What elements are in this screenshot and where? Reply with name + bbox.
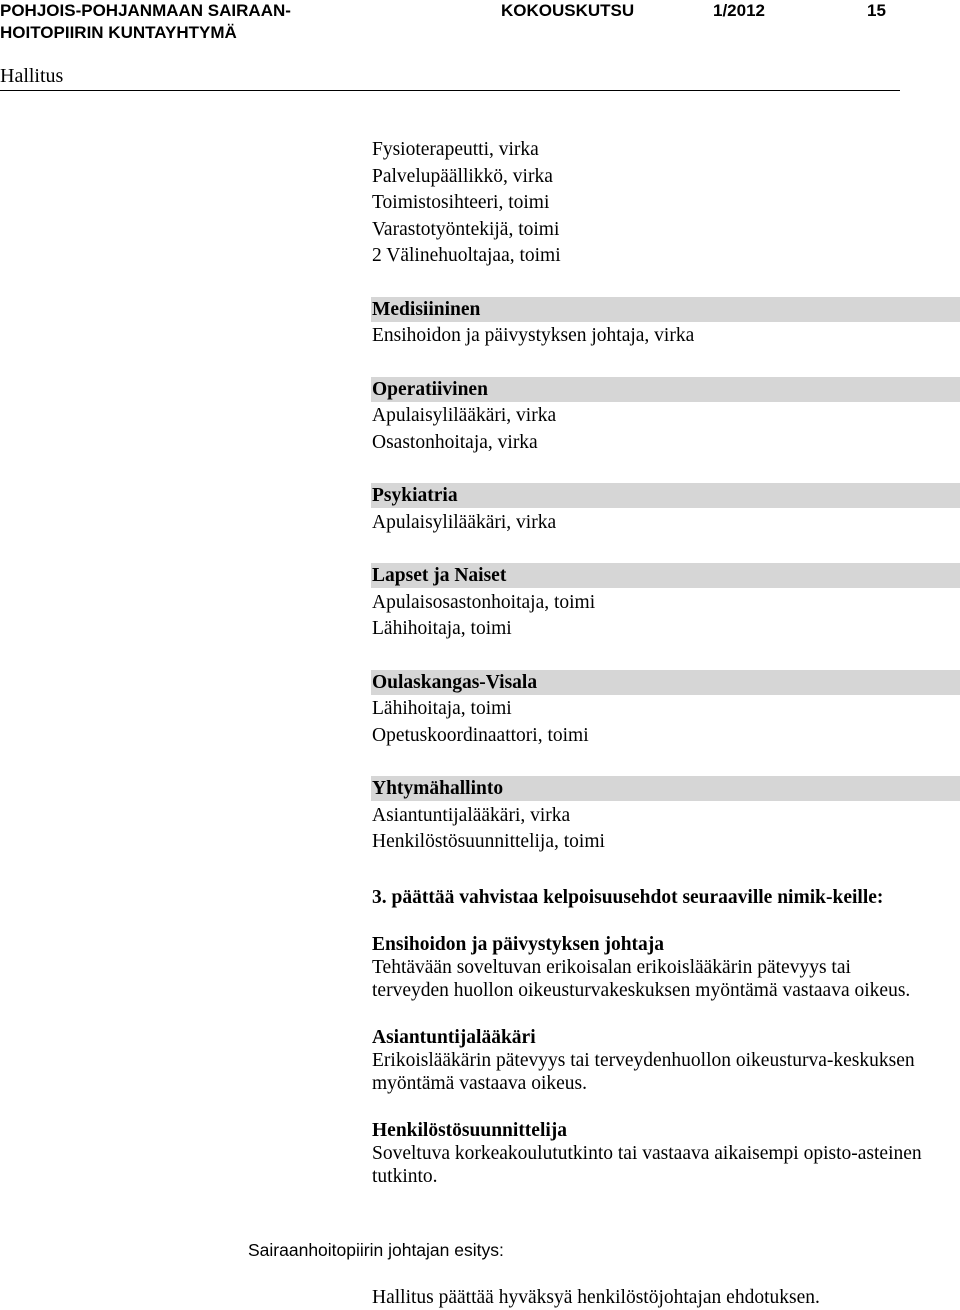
proposal-label: Sairaanhoitopiirin johtajan esitys:: [248, 1240, 504, 1260]
section-medisiininen: [372, 297, 960, 350]
list-item: Lähihoitaja, toimi: [372, 618, 512, 639]
main-content: [372, 137, 960, 1188]
section-lapset-ja-naiset: [372, 563, 960, 643]
qualification-title: Asiantuntijalääkäri: [372, 1026, 536, 1048]
list-item: Apulaisosastonhoitaja, toimi: [372, 591, 596, 613]
qualification-henkilostosuunnittelija: [372, 1119, 932, 1188]
page-number: 15: [867, 1, 886, 20]
list-item: Apulaisylilääkäri, virka: [372, 405, 557, 426]
list-item: Osastonhoitaja, virka: [372, 431, 538, 453]
organization-name-line2: HOITOPIIRIN KUNTAYHTYMÄ: [0, 23, 237, 42]
qualification-text: Erikoislääkärin pätevyys tai terveydenhuollon oikeusturva-keskuksen myöntämä vastaava oikeus.: [372, 1049, 915, 1094]
qualification-title: Ensihoidon ja päivystyksen johtaja: [372, 933, 665, 955]
list-item: Fysioterapeutti, virka: [372, 139, 539, 160]
section-operatiivinen: [372, 377, 960, 457]
section-title: Medisiininen: [371, 297, 960, 322]
positions-intro-list: [372, 137, 960, 270]
list-item: Asiantuntijalääkäri, virka: [372, 804, 571, 826]
list-item: Toimistosihteeri, toimi: [372, 192, 550, 213]
qualification-text: Soveltuva korkeakoulututkinto tai vastaava aikaisempi opisto-asteinen tutkinto.: [372, 1142, 922, 1187]
section-oulaskangas-visala: [372, 670, 960, 750]
qualification-title: Henkilöstösuunnittelija: [372, 1119, 568, 1141]
qualification-ensihoito: [372, 933, 932, 1002]
organization-name-line1: POHJOIS-POHJANMAAN SAIRAAN-: [0, 1, 291, 20]
decision-text: Hallitus päättää hyväksyä henkilöstöjohtajan ehdotuksen.: [372, 1287, 820, 1308]
organization-name: [0, 0, 420, 44]
list-item: 2 Välinehuoltajaa, toimi: [372, 245, 561, 266]
section-title: Operatiivinen: [371, 377, 960, 402]
document-number: 1/2012: [713, 1, 765, 20]
list-item: Henkilöstösuunnittelija, toimi: [372, 831, 605, 852]
section-title: Psykiatria: [371, 483, 960, 508]
document-type: KOKOUSKUTSU: [501, 1, 635, 20]
body-label: Hallitus: [0, 65, 64, 87]
section-title: Oulaskangas-Visala: [371, 670, 960, 695]
point-3-heading: 3. päättää vahvistaa kelpoisuusehdot seuraaville nimik-keille:: [372, 886, 884, 908]
header-divider: [0, 90, 900, 91]
qualification-asiantuntijalaakari: [372, 1026, 932, 1095]
list-item: Ensihoidon ja päivystyksen johtaja, virka: [372, 325, 695, 346]
section-title: Yhtymähallinto: [371, 776, 960, 801]
list-item: Apulaisylilääkäri, virka: [372, 511, 557, 533]
section-yhtymahallinto: [372, 776, 960, 856]
section-psykiatria: [372, 483, 960, 536]
list-item: Lähihoitaja, toimi: [372, 698, 512, 719]
qualification-text: Tehtävään soveltuvan erikoisalan erikoislääkärin pätevyys tai terveyden huollon oikeusturvakeskuksen myöntämä vastaava oikeus.: [372, 956, 911, 1001]
list-item: Palvelupäällikkö, virka: [372, 165, 553, 187]
list-item: Varastotyöntekijä, toimi: [372, 218, 560, 240]
section-title: Lapset ja Naiset: [371, 563, 960, 588]
list-item: Opetuskoordinaattori, toimi: [372, 724, 589, 746]
